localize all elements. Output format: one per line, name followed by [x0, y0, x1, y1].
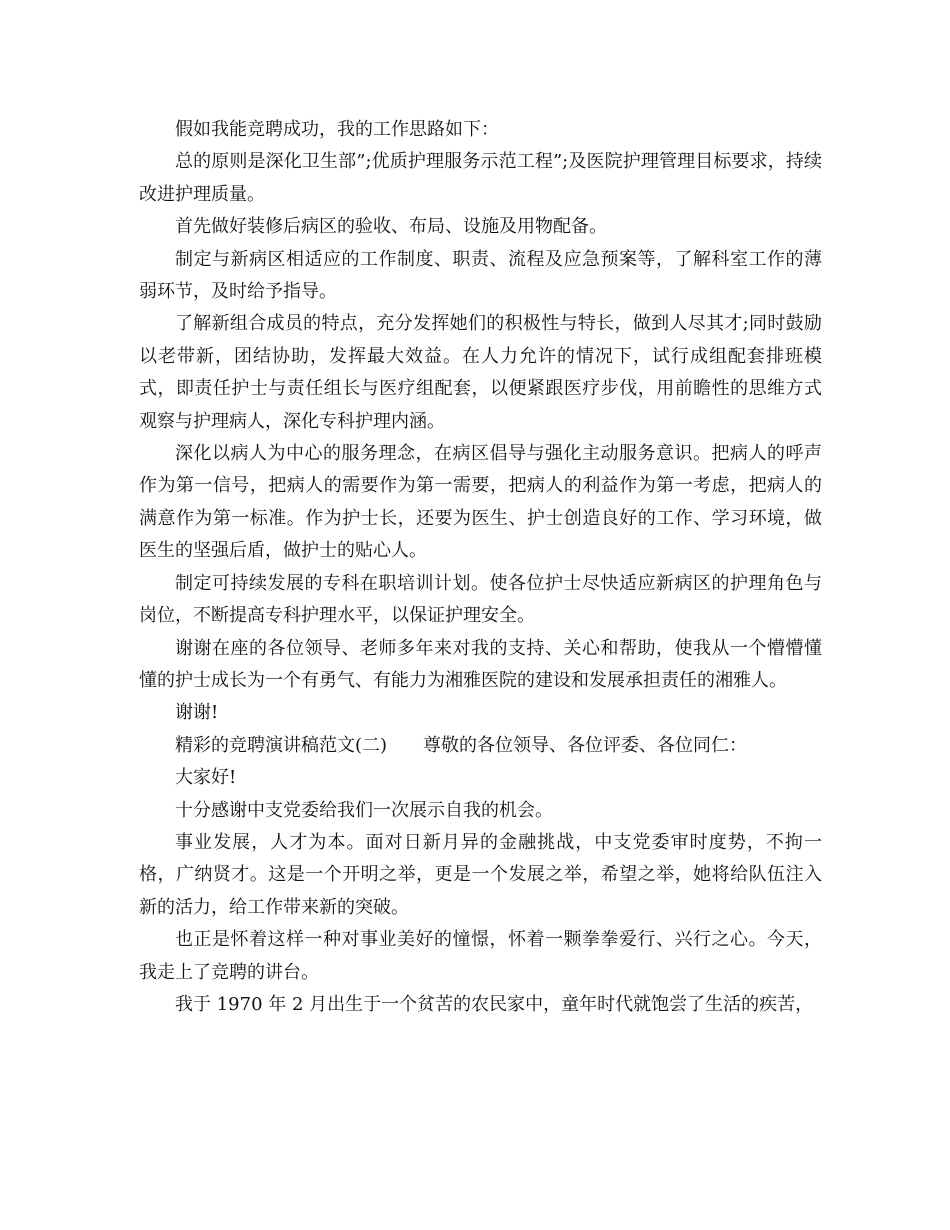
paragraph: 大家好! [175, 767, 237, 789]
paragraph: 假如我能竞聘成功，我的工作思路如下： [175, 119, 499, 140]
paragraph: 总的原则是深化卫生部”;优质护理服务示范工程”;及医院护理管理目标要求，持续改进护理质量。 [139, 151, 822, 205]
paragraph: 十分感谢中支党委给我们一次展示自我的机会。 [175, 799, 553, 821]
paragraph: 精彩的竞聘演讲稿范文(二) 尊敬的各位领导、各位评委、各位同仁： [175, 734, 748, 756]
paragraph: 我于 1970 年 2 月出生于一个贫苦的农民家中，童年时代就饱尝了生活的疾苦， [175, 993, 814, 1015]
paragraph: 谢谢在座的各位领导、老师多年来对我的支持、关心和帮助，使我从一个懵懵懂懂的护士成长为一个有勇气、有能力为湘雅医院的建设和发展承担责任的湘雅人。 [139, 637, 822, 691]
document-body [139, 114, 822, 1021]
paragraph: 了解新组合成员的特点，充分发挥她们的积极性与特长，做到人尽其才;同时鼓励以老带新，团结协助，发挥最大效益。在人力允许的情况下，试行成组配套排班模式，即责任护士与责任组长与医疗组配套，以便紧跟医疗步伐，用前瞻性的思维方式观察与护理病人，深化专科护理内涵。 [139, 313, 822, 432]
paragraph: 深化以病人为中心的服务理念，在病区倡导与强化主动服务意识。把病人的呼声作为第一信号，把病人的需要作为第一需要，把病人的利益作为第一考虑，把病人的满意作为第一标准。作为护士长，还要为医生、护士创造良好的工作、学习环境，做医生的坚强后盾，做护士的贴心人。 [139, 443, 822, 562]
paragraph: 制定可持续发展的专科在职培训计划。使各位护士尽快适应新病区的护理角色与岗位，不断提高专科护理水平，以保证护理安全。 [139, 572, 822, 627]
paragraph: 制定与新病区相适应的工作制度、职责、流程及应急预案等，了解科室工作的薄弱环节，及时给予指导。 [139, 248, 822, 303]
paragraph: 谢谢! [175, 702, 219, 724]
paragraph: 事业发展，人才为本。面对日新月异的金融挑战，中支党委审时度势，不拘一格，广纳贤才。这是一个开明之举，更是一个发展之举，希望之举，她将给队伍注入新的活力，给工作带来新的突破。 [139, 831, 822, 918]
paragraph: 也正是怀着这样一种对事业美好的憧憬，怀着一颗拳拳爱行、兴行之心。今天，我走上了竞聘的讲台。 [139, 929, 822, 983]
paragraph: 首先做好装修后病区的验收、布局、设施及用物配备。 [175, 216, 607, 238]
